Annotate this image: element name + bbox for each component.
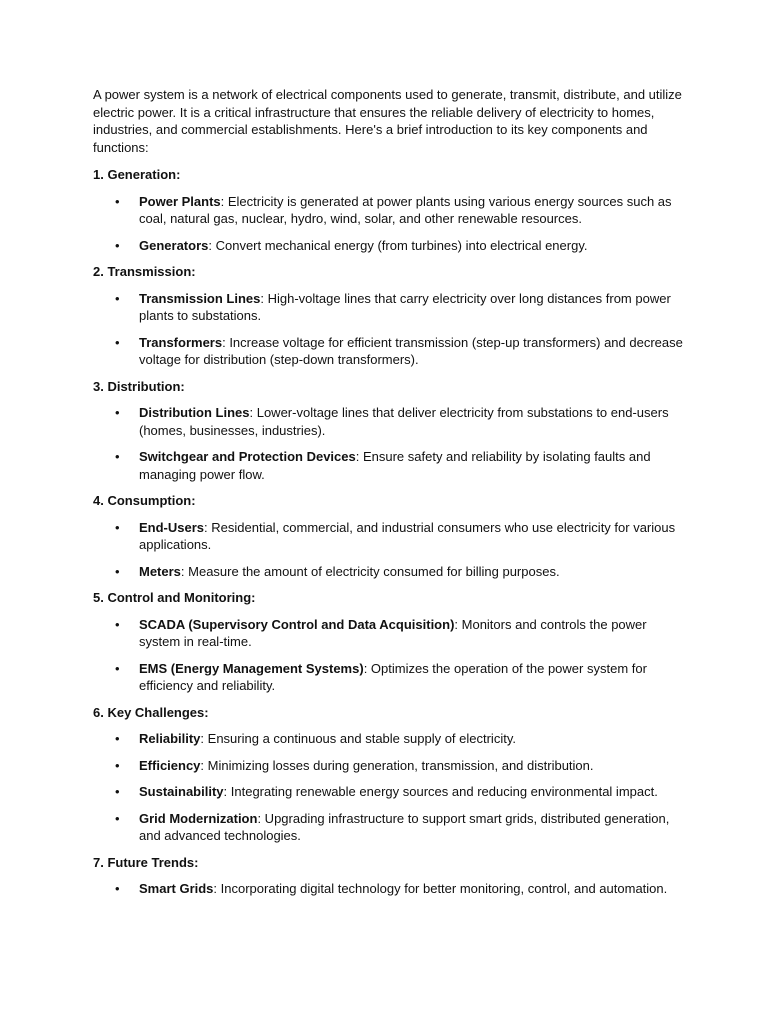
item-description: : Convert mechanical energy (from turbines) into electrical energy. <box>208 237 588 253</box>
bullet-icon: • <box>115 290 120 306</box>
item-term: Grid Modernization <box>139 810 258 826</box>
item-term: Reliability <box>139 731 201 746</box>
item-description: : Electricity is generated at power plants using various energy sources such as coal, natural gas, nuclear, hydro, wind, solar, and other renewable resources. <box>139 193 672 226</box>
list-item <box>93 660 683 695</box>
item-description: : High-voltage lines that carry electricity over long distances from power plants to substations. <box>139 290 671 323</box>
bullet-icon: • <box>115 784 120 799</box>
list-item <box>93 290 683 325</box>
bullet-icon: • <box>115 881 120 896</box>
item-description: : Upgrading infrastructure to support smart grids, distributed generation, and advanced technologies. <box>139 810 670 843</box>
bullet-icon: • <box>115 519 120 535</box>
section-heading: 5. Control and Monitoring: <box>93 590 256 605</box>
bullet-icon: • <box>115 731 120 746</box>
list-item <box>93 448 683 483</box>
item-description: : Integrating renewable energy sources and reducing environmental impact. <box>223 784 658 799</box>
item-term: Meters <box>139 563 181 579</box>
bullet-icon: • <box>115 237 120 253</box>
list-item <box>93 783 683 801</box>
bullet-icon: • <box>115 563 120 579</box>
list-item <box>93 519 683 554</box>
bullet-list <box>93 404 683 483</box>
bullet-icon: • <box>115 810 120 826</box>
item-description: : Minimizing losses during generation, transmission, and distribution. <box>200 757 594 773</box>
bullet-icon: • <box>115 193 120 209</box>
bullet-list <box>93 616 683 695</box>
list-item <box>93 237 683 255</box>
item-term: End-Users <box>139 519 205 535</box>
section-heading: 1. Generation: <box>93 167 181 182</box>
bullet-icon: • <box>115 449 120 464</box>
item-term: Switchgear and Protection Devices <box>139 449 356 464</box>
bullet-icon: • <box>115 334 120 350</box>
item-description: : Increase voltage for efficient transmission (step-up transformers) and decrease voltage for distribution (step-down transformers). <box>139 334 683 367</box>
item-description: : Ensure safety and reliability by isolating faults and managing power flow. <box>139 449 651 482</box>
item-term: Smart Grids <box>139 881 214 896</box>
bullet-icon: • <box>115 757 120 773</box>
item-term: Distribution Lines <box>139 405 250 420</box>
bullet-icon: • <box>115 616 120 632</box>
list-item <box>93 334 683 369</box>
item-description: : Lower-voltage lines that deliver electricity from substations to end-users (homes, businesses, industries). <box>139 405 669 438</box>
item-description: : Monitors and controls the power system in real-time. <box>139 616 647 649</box>
item-term: Sustainability <box>139 784 224 799</box>
section-heading: 3. Distribution: <box>93 378 185 394</box>
item-term: Efficiency <box>139 757 201 773</box>
item-description: : Optimizes the operation of the power system for efficiency and reliability. <box>139 660 647 693</box>
bullet-icon: • <box>115 660 120 676</box>
item-description: : Measure the amount of electricity consumed for billing purposes. <box>180 563 560 579</box>
list-item <box>93 404 683 439</box>
section-heading: 6. Key Challenges: <box>93 704 209 720</box>
list-item <box>93 810 683 845</box>
document-page <box>93 86 683 907</box>
item-term: SCADA (Supervisory Control and Data Acquisition) <box>139 616 455 632</box>
item-description: : Ensuring a continuous and stable supply of electricity. <box>200 731 516 746</box>
item-description: : Residential, commercial, and industrial consumers who use electricity for various applications. <box>139 519 676 552</box>
bullet-list <box>93 730 683 845</box>
list-item <box>93 563 683 581</box>
list-item <box>93 880 683 898</box>
intro-paragraph: A power system is a network of electrical components used to generate, transmit, distribute, and utilize electric power. It is a critical infrastructure that ensures the reliable delivery of electricity to homes, industries, and commercial establishments. Here's a brief introduction to its key components and functions: <box>93 87 682 155</box>
list-item <box>93 616 683 651</box>
bullet-list <box>93 880 683 898</box>
list-item <box>93 757 683 775</box>
list-item <box>93 730 683 748</box>
item-term: EMS (Energy Management Systems) <box>139 660 364 676</box>
section-heading: 2. Transmission: <box>93 264 196 279</box>
item-term: Transmission Lines <box>139 290 261 306</box>
bullet-list <box>93 290 683 369</box>
sections-container <box>93 166 683 898</box>
item-term: Power Plants <box>139 193 221 209</box>
item-term: Transformers <box>139 334 223 350</box>
section-heading: 7. Future Trends: <box>93 854 199 870</box>
item-term: Generators <box>139 237 209 253</box>
bullet-icon: • <box>115 405 120 420</box>
bullet-list <box>93 519 683 581</box>
item-description: : Incorporating digital technology for better monitoring, control, and automation. <box>213 881 668 896</box>
section-heading: 4. Consumption: <box>93 493 196 508</box>
list-item <box>93 193 683 228</box>
bullet-list <box>93 193 683 255</box>
